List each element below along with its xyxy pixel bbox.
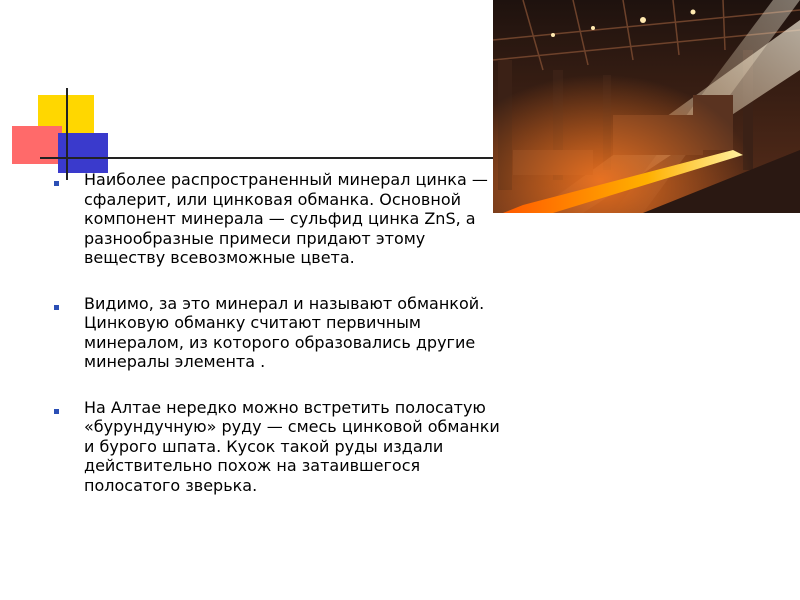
bullet-text: На Алтае нередко можно встретить полосатую «бурундучную» руду — смесь цинковой обманки и бурого шпата. Кусок такой руды издали действительно похож на затаившегося полосатого зверька.: [84, 397, 500, 495]
list-item: [50, 294, 500, 372]
bullet-square-icon: [54, 409, 59, 414]
bullet-list: [50, 170, 500, 521]
bullet-square-icon: [54, 181, 59, 186]
bullet-text: Наиболее распространенный минерал цинка — сфалерит, или цинковая обманка. Основной компонент минерала — сульфид цинка ZnS, а разнообразные примеси придают этому веществу всевозможные цвета.: [84, 170, 488, 267]
decor-horizontal-line: [40, 157, 500, 159]
steel-mill-photo: [493, 0, 800, 213]
bullet-square-icon: [54, 305, 59, 310]
bullet-text: Видимо, за это минерал и называют обманкой. Цинковую обманку считают первичным минералом, из которого образовались другие минералы элемента .: [84, 293, 485, 371]
list-item: [50, 170, 500, 268]
list-item: [50, 398, 500, 496]
decor-vertical-line: [66, 88, 68, 180]
